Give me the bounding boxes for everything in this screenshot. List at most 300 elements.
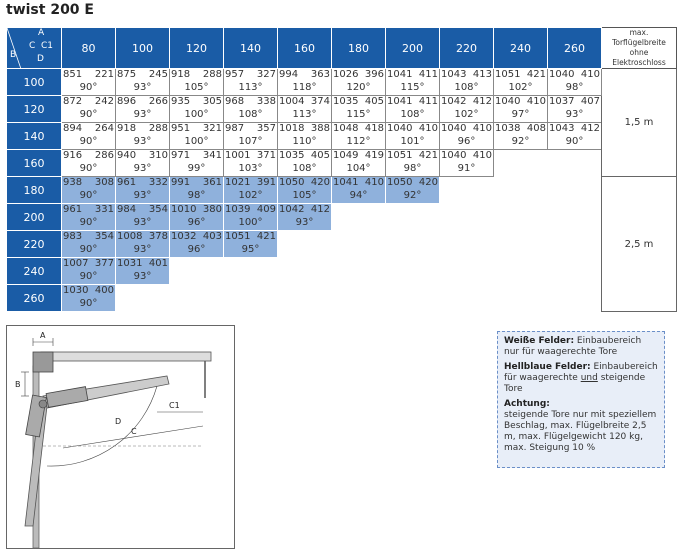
table-cell [440, 123, 494, 150]
diagram-label-c1: C1 [169, 401, 180, 410]
empty-cell [278, 231, 332, 258]
cell-c1: 405 [310, 150, 330, 161]
table-cell [386, 150, 440, 177]
cell-c1: 421 [418, 150, 438, 161]
cell-c: 971 [171, 150, 191, 161]
cell-d: 107° [238, 136, 263, 147]
table-cell [170, 150, 224, 177]
empty-cell [494, 177, 548, 204]
cell-c: 1021 [225, 177, 251, 188]
empty-cell [494, 231, 548, 258]
cell-c1: 412 [310, 204, 330, 215]
empty-cell [548, 204, 602, 231]
table-cell [116, 96, 170, 123]
cell-c: 1030 [63, 285, 89, 296]
cell-c: 851 [63, 69, 83, 80]
cell-c: 1032 [171, 231, 197, 242]
cell-c1: 420 [418, 177, 438, 188]
table-cell [278, 123, 332, 150]
empty-cell [170, 258, 224, 285]
cell-c1: 421 [256, 231, 276, 242]
cell-d: 115° [346, 109, 371, 120]
table-cell [62, 204, 116, 231]
column-header: 160 [278, 28, 332, 69]
cell-c1: 420 [310, 177, 330, 188]
cell-c: 1018 [279, 123, 305, 134]
table-cell [116, 204, 170, 231]
cell-c: 951 [171, 123, 191, 134]
diagram-label-c: C [131, 427, 137, 436]
empty-cell [332, 285, 386, 312]
page-title: twist 200 E [6, 2, 94, 18]
table-cell [332, 177, 386, 204]
cell-c: 1043 [441, 69, 467, 80]
cell-c: 1035 [333, 96, 359, 107]
cell-c: 991 [171, 177, 191, 188]
max-width-header-line2: ohne Elektroschloss [612, 48, 666, 67]
cell-d: 118° [292, 82, 317, 93]
table-cell [116, 150, 170, 177]
cell-c: 896 [117, 96, 137, 107]
cell-c: 987 [225, 123, 245, 134]
table-cell [494, 69, 548, 96]
corner-label-d: D [37, 54, 44, 64]
legend-note-text: steigende Tore nur mit speziellem Beschlag, max. Flügelbreite 2,5 m, max. Flügelgewicht 120 kg, max. Steigung 10 % [504, 410, 657, 453]
empty-cell [224, 285, 278, 312]
cell-c1: 332 [148, 177, 168, 188]
column-header: 260 [548, 28, 602, 69]
table-cell [170, 204, 224, 231]
cell-c: 1051 [387, 150, 413, 161]
column-header: 200 [386, 28, 440, 69]
cell-c1: 321 [202, 123, 222, 134]
cell-d: 101° [400, 136, 425, 147]
cell-c: 968 [225, 96, 245, 107]
cell-c: 1008 [117, 231, 143, 242]
legend-white [504, 336, 658, 358]
cell-d: 90° [79, 298, 98, 309]
cell-d: 113° [238, 82, 263, 93]
legend-blue-title: Hellblaue Felder: [504, 362, 591, 372]
cell-d: 93° [133, 271, 152, 282]
cell-c: 984 [117, 204, 137, 215]
empty-cell [278, 285, 332, 312]
table-cell [278, 177, 332, 204]
table-cell [224, 231, 278, 258]
table-cell [62, 231, 116, 258]
cell-c: 872 [63, 96, 83, 107]
cell-c1: 410 [526, 96, 546, 107]
empty-cell [548, 150, 602, 177]
cell-c1: 374 [310, 96, 330, 107]
legend-blue-text: Einbaubereich für waagerechte [504, 362, 658, 383]
diagram-label-d: D [115, 417, 122, 426]
cell-d: 100° [238, 217, 263, 228]
table-cell [170, 177, 224, 204]
cell-c1: 411 [418, 96, 438, 107]
installation-diagram [6, 325, 235, 549]
empty-cell [386, 258, 440, 285]
cell-c: 1001 [225, 150, 251, 161]
cell-c1: 391 [256, 177, 276, 188]
legend-note-title: Achtung: [504, 399, 550, 409]
table-cell [332, 69, 386, 96]
cell-c1: 410 [418, 123, 438, 134]
cell-c1: 341 [202, 150, 222, 161]
cell-c1: 403 [202, 231, 222, 242]
cell-c1: 338 [256, 96, 276, 107]
cell-c: 1039 [225, 204, 251, 215]
cell-c: 1048 [333, 123, 359, 134]
cell-d: 90° [79, 217, 98, 228]
cell-d: 90° [79, 163, 98, 174]
cell-c1: 327 [256, 69, 276, 80]
cell-c1: 308 [94, 177, 114, 188]
table-cell [62, 123, 116, 150]
cell-d: 90° [565, 136, 584, 147]
table-cell [170, 231, 224, 258]
cell-d: 92° [511, 136, 530, 147]
cell-d: 104° [346, 163, 371, 174]
row-header: 200 [7, 204, 62, 231]
table-cell [278, 150, 332, 177]
cell-c: 957 [225, 69, 245, 80]
empty-cell [494, 285, 548, 312]
cell-c1: 305 [202, 96, 222, 107]
cell-c1: 419 [364, 150, 384, 161]
cell-c: 1007 [63, 258, 89, 269]
table-cell [62, 69, 116, 96]
cell-d: 91° [457, 163, 476, 174]
cell-c: 894 [63, 123, 83, 134]
cell-c1: 410 [472, 123, 492, 134]
row-header: 160 [7, 150, 62, 177]
corner-label-c1: C1 [41, 41, 54, 51]
cell-d: 105° [292, 190, 317, 201]
cell-d: 100° [184, 136, 209, 147]
cell-c1: 396 [364, 69, 384, 80]
cell-d: 108° [454, 82, 479, 93]
installation-table [6, 27, 677, 312]
row-header: 180 [7, 177, 62, 204]
cell-d: 94° [349, 190, 368, 201]
empty-cell [386, 231, 440, 258]
cell-d: 113° [292, 109, 317, 120]
cell-d: 90° [79, 136, 98, 147]
cell-c: 1010 [171, 204, 197, 215]
empty-cell [548, 177, 602, 204]
cell-c: 916 [63, 150, 83, 161]
max-width-value: 2,5 m [602, 177, 677, 312]
cell-c1: 357 [256, 123, 276, 134]
cell-c1: 288 [148, 123, 168, 134]
cell-c: 1051 [225, 231, 251, 242]
empty-cell [494, 150, 548, 177]
table-cell [224, 177, 278, 204]
row-header: 100 [7, 69, 62, 96]
cell-c1: 411 [418, 69, 438, 80]
empty-cell [440, 285, 494, 312]
cell-d: 110° [292, 136, 317, 147]
table-cell [224, 123, 278, 150]
diagram-label-b: B [15, 380, 21, 389]
table-cell [440, 69, 494, 96]
empty-cell [170, 285, 224, 312]
table-cell [548, 96, 602, 123]
column-header: 240 [494, 28, 548, 69]
cell-d: 90° [79, 244, 98, 255]
cell-d: 90° [79, 271, 98, 282]
table-cell [332, 96, 386, 123]
empty-cell [440, 231, 494, 258]
empty-cell [332, 231, 386, 258]
cell-c: 1037 [549, 96, 575, 107]
cell-c1: 380 [202, 204, 222, 215]
row-header: 120 [7, 96, 62, 123]
cell-c: 875 [117, 69, 137, 80]
cell-c1: 401 [148, 258, 168, 269]
empty-cell [548, 285, 602, 312]
table-cell [170, 96, 224, 123]
empty-cell [494, 204, 548, 231]
table-corner [7, 28, 62, 69]
cell-d: 96° [187, 244, 206, 255]
cell-d: 97° [511, 109, 530, 120]
table-cell [386, 123, 440, 150]
column-header: 100 [116, 28, 170, 69]
cell-d: 112° [346, 136, 371, 147]
table-cell [278, 69, 332, 96]
table-cell [116, 69, 170, 96]
cell-c: 938 [63, 177, 83, 188]
legend-note [504, 399, 658, 454]
cell-c1: 409 [256, 204, 276, 215]
diagram-label-a: A [40, 331, 46, 340]
column-header: 140 [224, 28, 278, 69]
cell-c: 918 [171, 69, 191, 80]
row-header: 240 [7, 258, 62, 285]
row-header: 140 [7, 123, 62, 150]
cell-c1: 400 [94, 285, 114, 296]
table-cell [170, 123, 224, 150]
cell-d: 120° [346, 82, 371, 93]
legend-blue [504, 362, 658, 395]
cell-d: 92° [403, 190, 422, 201]
cell-d: 93° [133, 190, 152, 201]
cell-c1: 221 [94, 69, 114, 80]
table-cell [116, 123, 170, 150]
empty-cell [440, 204, 494, 231]
cell-d: 96° [457, 136, 476, 147]
empty-cell [440, 258, 494, 285]
cell-c: 1040 [441, 123, 467, 134]
cell-c: 940 [117, 150, 137, 161]
cell-c: 1041 [387, 69, 413, 80]
table-cell [278, 96, 332, 123]
empty-cell [548, 231, 602, 258]
cell-c: 1043 [549, 123, 575, 134]
cell-d: 102° [454, 109, 479, 120]
cell-d: 105° [184, 82, 209, 93]
cell-c1: 421 [526, 69, 546, 80]
corner-label-b: B [10, 50, 17, 60]
max-width-header [602, 28, 677, 69]
cell-d: 93° [133, 82, 152, 93]
cell-c: 1042 [441, 96, 467, 107]
cell-c: 1038 [495, 123, 521, 134]
table-cell [548, 123, 602, 150]
legend-white-title: Weiße Felder: [504, 336, 575, 346]
empty-cell [440, 177, 494, 204]
max-width-header-line1: max. Torflügelbreite [612, 28, 666, 47]
table-cell [494, 123, 548, 150]
table-cell [224, 96, 278, 123]
table-cell [62, 177, 116, 204]
cell-c: 1042 [279, 204, 305, 215]
table-cell [494, 96, 548, 123]
cell-c1: 418 [364, 123, 384, 134]
row-header: 220 [7, 231, 62, 258]
cell-d: 90° [79, 82, 98, 93]
cell-c: 1031 [117, 258, 143, 269]
cell-c1: 410 [580, 69, 600, 80]
empty-cell [278, 258, 332, 285]
cell-c: 1040 [549, 69, 575, 80]
cell-d: 90° [79, 109, 98, 120]
table-cell [440, 150, 494, 177]
table-cell [332, 150, 386, 177]
empty-cell [332, 204, 386, 231]
cell-c1: 388 [310, 123, 330, 134]
table-cell [62, 285, 116, 312]
cell-c: 1004 [279, 96, 305, 107]
table-cell [386, 96, 440, 123]
cell-c: 918 [117, 123, 137, 134]
cell-c: 935 [171, 96, 191, 107]
cell-c1: 264 [94, 123, 114, 134]
cell-d: 93° [133, 109, 152, 120]
cell-c1: 288 [202, 69, 222, 80]
cell-d: 108° [400, 109, 425, 120]
cell-c1: 245 [148, 69, 168, 80]
legend-box [497, 331, 665, 468]
empty-cell [224, 258, 278, 285]
empty-cell [116, 285, 170, 312]
table-cell [116, 177, 170, 204]
cell-c1: 354 [148, 204, 168, 215]
legend-blue-und: und [580, 373, 598, 383]
cell-c1: 377 [94, 258, 114, 269]
cell-c: 1035 [279, 150, 305, 161]
cell-c1: 354 [94, 231, 114, 242]
column-header: 120 [170, 28, 224, 69]
cell-d: 93° [133, 244, 152, 255]
cell-c1: 410 [364, 177, 384, 188]
table-cell [332, 123, 386, 150]
legend-white-text: Einbaubereich nur für waagerechte Tore [504, 336, 642, 357]
cell-d: 90° [79, 190, 98, 201]
cell-c: 1050 [387, 177, 413, 188]
table-cell [224, 150, 278, 177]
cell-d: 108° [292, 163, 317, 174]
table-cell [116, 258, 170, 285]
cell-c1: 412 [580, 123, 600, 134]
table-cell [170, 69, 224, 96]
cell-d: 100° [184, 109, 209, 120]
cell-c: 1041 [387, 96, 413, 107]
column-header: 80 [62, 28, 116, 69]
empty-cell [386, 204, 440, 231]
cell-d: 98° [403, 163, 422, 174]
cell-c: 994 [279, 69, 299, 80]
empty-cell [494, 258, 548, 285]
cell-c1: 407 [580, 96, 600, 107]
cell-c: 1051 [495, 69, 521, 80]
cell-c: 1050 [279, 177, 305, 188]
column-header: 220 [440, 28, 494, 69]
cell-c1: 405 [364, 96, 384, 107]
table-cell [224, 204, 278, 231]
table-cell [62, 150, 116, 177]
cell-c1: 266 [148, 96, 168, 107]
cell-c1: 310 [148, 150, 168, 161]
empty-cell [386, 285, 440, 312]
corner-label-a: A [38, 28, 45, 38]
legend-blue-text-end: steigende Tore [504, 373, 646, 394]
cell-c: 1040 [495, 96, 521, 107]
cell-d: 108° [238, 109, 263, 120]
cell-c1: 412 [472, 96, 492, 107]
cell-d: 102° [238, 190, 263, 201]
table-cell [278, 204, 332, 231]
table-cell [386, 177, 440, 204]
cell-c1: 413 [472, 69, 492, 80]
cell-c: 1026 [333, 69, 359, 80]
table-cell [116, 231, 170, 258]
max-width-value: 1,5 m [602, 69, 677, 177]
cell-c1: 331 [94, 204, 114, 215]
cell-c1: 410 [472, 150, 492, 161]
cell-d: 102° [508, 82, 533, 93]
corner-label-c: C [29, 41, 36, 51]
table-cell [62, 96, 116, 123]
table-cell [386, 69, 440, 96]
cell-c1: 378 [148, 231, 168, 242]
cell-d: 99° [187, 163, 206, 174]
empty-cell [548, 258, 602, 285]
cell-d: 93° [565, 109, 584, 120]
cell-c1: 361 [202, 177, 222, 188]
cell-c1: 363 [310, 69, 330, 80]
cell-c: 1041 [333, 177, 359, 188]
column-header: 180 [332, 28, 386, 69]
cell-c1: 371 [256, 150, 276, 161]
cell-d: 93° [295, 217, 314, 228]
cell-d: 96° [187, 217, 206, 228]
table-cell [62, 258, 116, 285]
cell-c: 1040 [387, 123, 413, 134]
cell-d: 95° [241, 244, 260, 255]
cell-d: 93° [133, 217, 152, 228]
table-cell [440, 96, 494, 123]
cell-c1: 286 [94, 150, 114, 161]
row-header: 260 [7, 285, 62, 312]
cell-c: 961 [63, 204, 83, 215]
cell-c: 1049 [333, 150, 359, 161]
cell-d: 98° [187, 190, 206, 201]
cell-c: 983 [63, 231, 83, 242]
table-cell [224, 69, 278, 96]
